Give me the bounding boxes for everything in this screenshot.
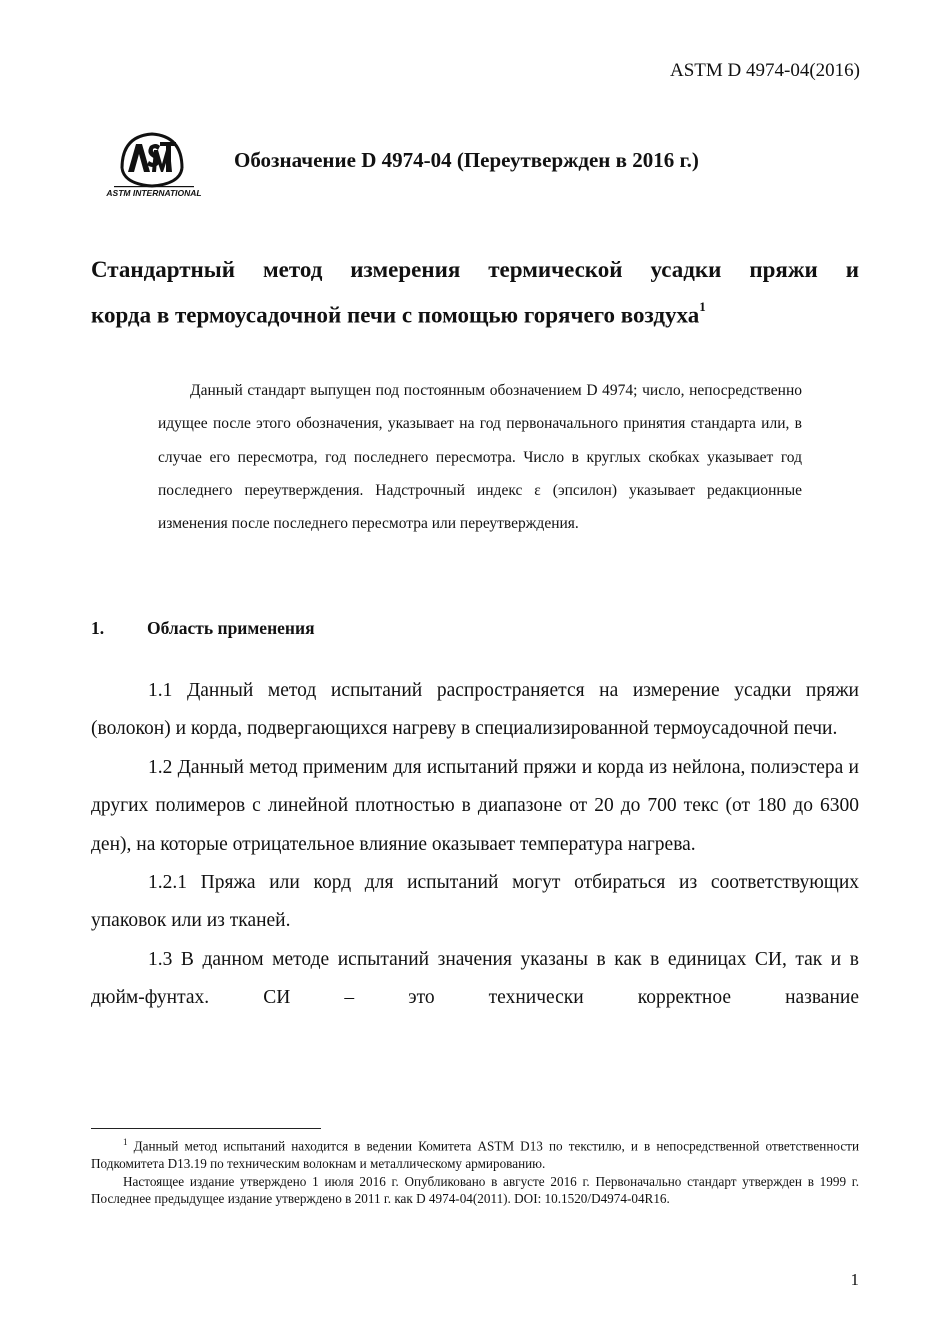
paragraph-1-3: 1.3 В данном методе испытаний значения указаны в как в единицах СИ, так и в дюйм-фунтах. СИ – это технически корректное название <box>91 948 859 1009</box>
document-title <box>91 250 859 336</box>
footnote-1-text: Данный метод испытаний находится в ведении Комитета ASTM D13 по текстилю, и в непосредственной ответственности Подкомитета D13.19 по техническим волокнам и металлическому армированию. <box>91 1138 860 1171</box>
section-heading <box>91 618 315 639</box>
section-body <box>91 672 859 1018</box>
section-title: Область применения <box>147 618 315 638</box>
footnotes <box>91 1134 859 1208</box>
paragraph-1-1: 1.1 Данный метод испытаний распространяется на измерение усадки пряжи (волокон) и корда, подвергающихся нагреву в специализированной термоусадочной печи. <box>91 680 859 740</box>
section-number: 1. <box>91 618 105 638</box>
footnote-mark: 1 <box>123 1137 128 1147</box>
logo-text: ASTM INTERNATIONAL <box>106 188 202 198</box>
designation: Обозначение D 4974-04 (Переутвержден в 2016 г.) <box>234 148 699 172</box>
footnote-2: Настоящее издание утверждено 1 июля 2016 г. Опубликовано в августе 2016 г. Первоначально стандарт утвержден в 1999 г. Последнее предыдущее издание утверждено в 2011 г. как D 4974-04(2011). DOI: 10.1520/D4974-04R16. <box>91 1173 859 1207</box>
title-line-2-text: корда в термоусадочной печи с помощью горячего воздуха <box>91 302 700 328</box>
page-number: 1 <box>850 1270 859 1289</box>
standard-notice: Данный стандарт выпущен под постоянным обозначением D 4974; число, непосредственно идущее после этого обозначения, указывает на год первоначального принятия стандарта или, в случае его пересмотра, год последнего пересмотра. Число в круглых скобках указывает год последнего переутверждения. Надстрочный индекс ε (эпсилон) указывает редакционные изменения после последнего пересмотра или переутверждения. <box>158 382 802 533</box>
document-code: ASTM D 4974-04(2016) <box>670 60 860 81</box>
paragraph-1-2-1: 1.2.1 Пряжа или корд для испытаний могут отбираться из соответствующих упаковок или из тканей. <box>91 872 859 932</box>
title-line-2 <box>91 290 859 336</box>
footnote-divider <box>91 1128 321 1129</box>
title-line-1: Стандартный метод измерения термической усадки пряжи и <box>91 257 859 282</box>
title-footnote-mark: 1 <box>699 299 706 314</box>
astm-logo-icon <box>106 128 202 198</box>
paragraph-1-2: 1.2 Данный метод применим для испытаний пряжи и корда из нейлона, полиэстера и других полимеров с линейной плотностью в диапазоне от 20 до 700 текс (от 180 до 6300 ден), на которые отрицательное влияние оказывает температура нагрева. <box>91 756 859 855</box>
footnote-1 <box>91 1134 859 1173</box>
